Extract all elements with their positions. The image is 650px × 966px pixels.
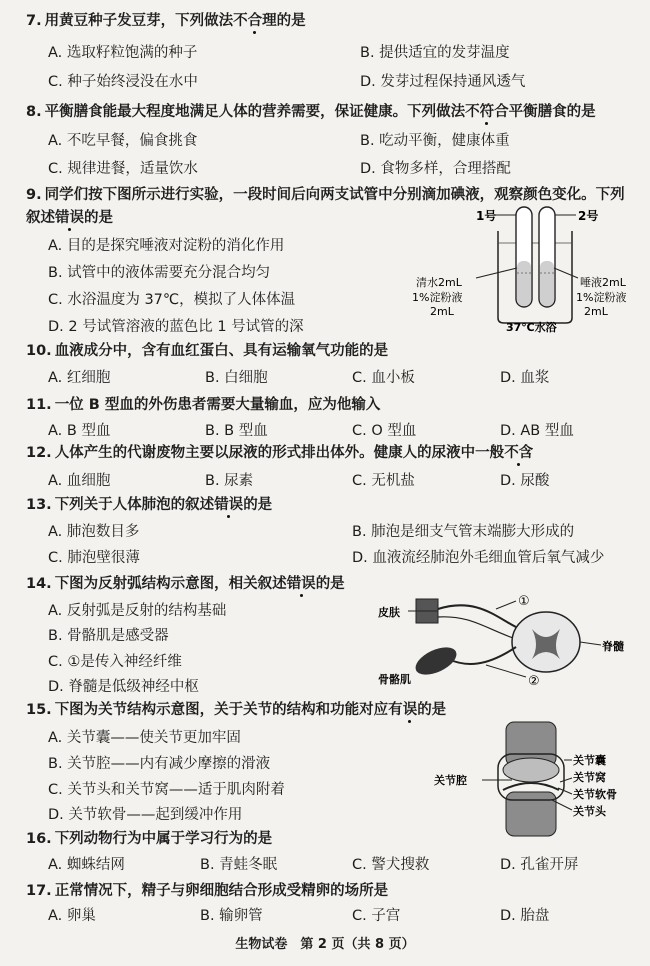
q11-option-d[interactable]: D. AB 型血 [500, 423, 574, 439]
skeletal-muscle [411, 642, 460, 681]
question-8-stem: 8. 平衡膳食能最大程度地满足人体的营养需要，保证健康。下列做法不符合平衡膳食的是 [26, 104, 596, 120]
page-footer: 生物试卷 第 2 页（共 8 页） [235, 937, 415, 952]
tube-1-label: 1号 [476, 209, 497, 223]
bath-label: 37℃水浴 [506, 321, 557, 334]
q16-option-a[interactable]: A. 蜘蛛结网 [48, 857, 125, 873]
question-9-stem: 9. 同学们按下图所示进行实验，一段时间后向两支试管中分别滴加碘液，观察颜色变化。下列叙述错误的是 [26, 187, 625, 226]
question-17 [26, 879, 388, 900]
marker-2-leader [486, 665, 526, 677]
q13-option-c[interactable]: C. 肺泡壁很薄 [48, 550, 140, 566]
q7-option-a[interactable]: A. 选取籽粒饱满的种子 [48, 45, 198, 61]
marker-1: ① [518, 594, 530, 609]
muscle-label: 骨骼肌 [378, 673, 411, 686]
joint-socket [503, 783, 559, 790]
q10-option-d[interactable]: D. 血浆 [500, 370, 550, 386]
right-label-3: 2mL [584, 305, 608, 318]
question-17-stem: 17. 正常情况下，精子与卵细胞结合形成受精卵的场所是 [26, 883, 389, 899]
question-12 [26, 441, 533, 462]
q15-option-b[interactable]: B. 关节腔——内有减少摩擦的滑液 [48, 756, 271, 772]
question-7-stem: 7. 用黄豆种子发豆芽，下列做法不合理的是 [26, 13, 306, 29]
q13-option-a[interactable]: A. 肺泡数目多 [48, 524, 140, 540]
question-11-stem: 11. 一位 B 型血的外伤患者需要大量输血，应为他输入 [26, 397, 381, 413]
question-7 [26, 9, 306, 30]
question-10-stem: 10. 血液成分中，含有血红蛋白、具有运输氧气功能的是 [26, 343, 389, 359]
question-8 [26, 100, 596, 121]
q7-option-c[interactable]: C. 种子始终浸没在水中 [48, 74, 198, 90]
q13-option-d[interactable]: D. 血液流经肺泡外毛细血管后氧气减少 [352, 550, 605, 566]
question-16 [26, 827, 272, 848]
left-label-3: 2mL [430, 305, 454, 318]
question-16-stem: 16. 下列动物行为中属于学习行为的是 [26, 831, 273, 847]
joint-figure [432, 720, 638, 838]
q12-option-d[interactable]: D. 尿酸 [500, 473, 550, 489]
question-13-stem: 13. 下列关于人体肺泡的叙述错误的是 [26, 497, 273, 513]
q7-option-d[interactable]: D. 发芽过程保持通风透气 [360, 74, 526, 90]
cavity-label: 关节腔 [434, 774, 467, 787]
q12-option-a[interactable]: A. 血细胞 [48, 473, 111, 489]
tube-1-liquid [517, 261, 531, 306]
q12-option-b[interactable]: B. 尿素 [205, 473, 254, 489]
question-11 [26, 393, 380, 414]
q9-option-d[interactable]: D. 2 号试管溶液的蓝色比 1 号试管的深 [48, 319, 304, 335]
q7-option-b[interactable]: B. 提供适宜的发芽温度 [360, 45, 510, 61]
test-tube-figure [412, 203, 638, 334]
q10-option-a[interactable]: A. 红细胞 [48, 370, 111, 386]
marker-2: ② [528, 674, 540, 689]
q14-option-d[interactable]: D. 脊髓是低级神经中枢 [48, 679, 199, 695]
q11-option-a[interactable]: A. B 型血 [48, 423, 111, 439]
efferent-fiber [448, 647, 516, 664]
beaker [498, 231, 572, 323]
q17-option-a[interactable]: A. 卵巢 [48, 908, 96, 924]
q15-option-d[interactable]: D. 关节软骨——起到缓冲作用 [48, 807, 243, 823]
question-14-stem: 14. 下图为反射弧结构示意图，相关叙述错误的是 [26, 576, 345, 592]
left-leader [476, 268, 517, 278]
tube-2-liquid [540, 261, 554, 306]
q15-option-c[interactable]: C. 关节头和关节窝——适于肌肉附着 [48, 782, 285, 798]
cartilage-leader [558, 788, 572, 794]
q13-option-b[interactable]: B. 肺泡是细支气管末端膨大形成的 [352, 524, 575, 540]
marker-1-leader [496, 601, 516, 609]
q14-option-a[interactable]: A. 反射弧是反射的结构基础 [48, 603, 227, 619]
cord-label: 脊髓 [602, 640, 624, 653]
right-leader [554, 268, 578, 278]
question-15-stem: 15. 下图为关节结构示意图，关于关节的结构和功能对应有误的是 [26, 702, 447, 718]
joint-head [503, 758, 559, 782]
q11-option-c[interactable]: C. O 型血 [352, 423, 417, 439]
left-label-1: 清水2mL [416, 276, 462, 289]
socket-leader [560, 778, 572, 782]
question-12-stem: 12. 人体产生的代谢废物主要以尿液的形式排出体外。健康人的尿液中一般不含 [26, 445, 534, 461]
q14-option-b[interactable]: B. 骨骼肌是感受器 [48, 628, 169, 644]
q15-option-a[interactable]: A. 关节囊——使关节更加牢固 [48, 730, 241, 746]
capsule-label: 关节囊 [573, 754, 606, 767]
q14-option-c[interactable]: C. ①是传入神经纤维 [48, 654, 182, 670]
cord-leader [580, 642, 601, 645]
socket-label: 关节窝 [573, 771, 606, 784]
q16-option-d[interactable]: D. 孔雀开屏 [500, 857, 579, 873]
head-label: 关节头 [573, 805, 606, 818]
q8-option-a[interactable]: A. 不吃早餐，偏食挑食 [48, 133, 198, 149]
q8-option-b[interactable]: B. 吃动平衡，健康体重 [360, 133, 510, 149]
q17-option-c[interactable]: C. 子宫 [352, 908, 401, 924]
q9-option-a[interactable]: A. 目的是探究唾液对淀粉的消化作用 [48, 238, 285, 254]
right-label-2: 1%淀粉液 [576, 291, 627, 304]
question-15 [26, 698, 446, 719]
q16-option-c[interactable]: C. 警犬搜救 [352, 857, 430, 873]
lower-bone [506, 792, 556, 836]
q10-option-b[interactable]: B. 白细胞 [205, 370, 268, 386]
reflex-arc-figure [376, 587, 638, 692]
q11-option-b[interactable]: B. B 型血 [205, 423, 268, 439]
q10-option-c[interactable]: C. 血小板 [352, 370, 415, 386]
cartilage-label: 关节软骨 [573, 788, 617, 801]
tube-2-label: 2号 [578, 209, 599, 223]
q8-option-d[interactable]: D. 食物多样，合理搭配 [360, 161, 511, 177]
q9-option-c[interactable]: C. 水浴温度为 37℃，模拟了人体体温 [48, 292, 296, 308]
q17-option-b[interactable]: B. 输卵管 [200, 908, 263, 924]
q17-option-d[interactable]: D. 胎盘 [500, 908, 550, 924]
question-13 [26, 493, 272, 514]
q8-option-c[interactable]: C. 规律进餐，适量饮水 [48, 161, 198, 177]
skin-label: 皮肤 [378, 606, 400, 619]
question-10 [26, 339, 388, 360]
left-label-2: 1%淀粉液 [412, 291, 463, 304]
right-label-1: 唾液2mL [580, 276, 626, 289]
question-14 [26, 572, 345, 593]
q12-option-c[interactable]: C. 无机盐 [352, 473, 415, 489]
q16-option-b[interactable]: B. 青蛙冬眠 [200, 857, 278, 873]
q9-option-b[interactable]: B. 试管中的液体需要充分混合均匀 [48, 265, 271, 281]
